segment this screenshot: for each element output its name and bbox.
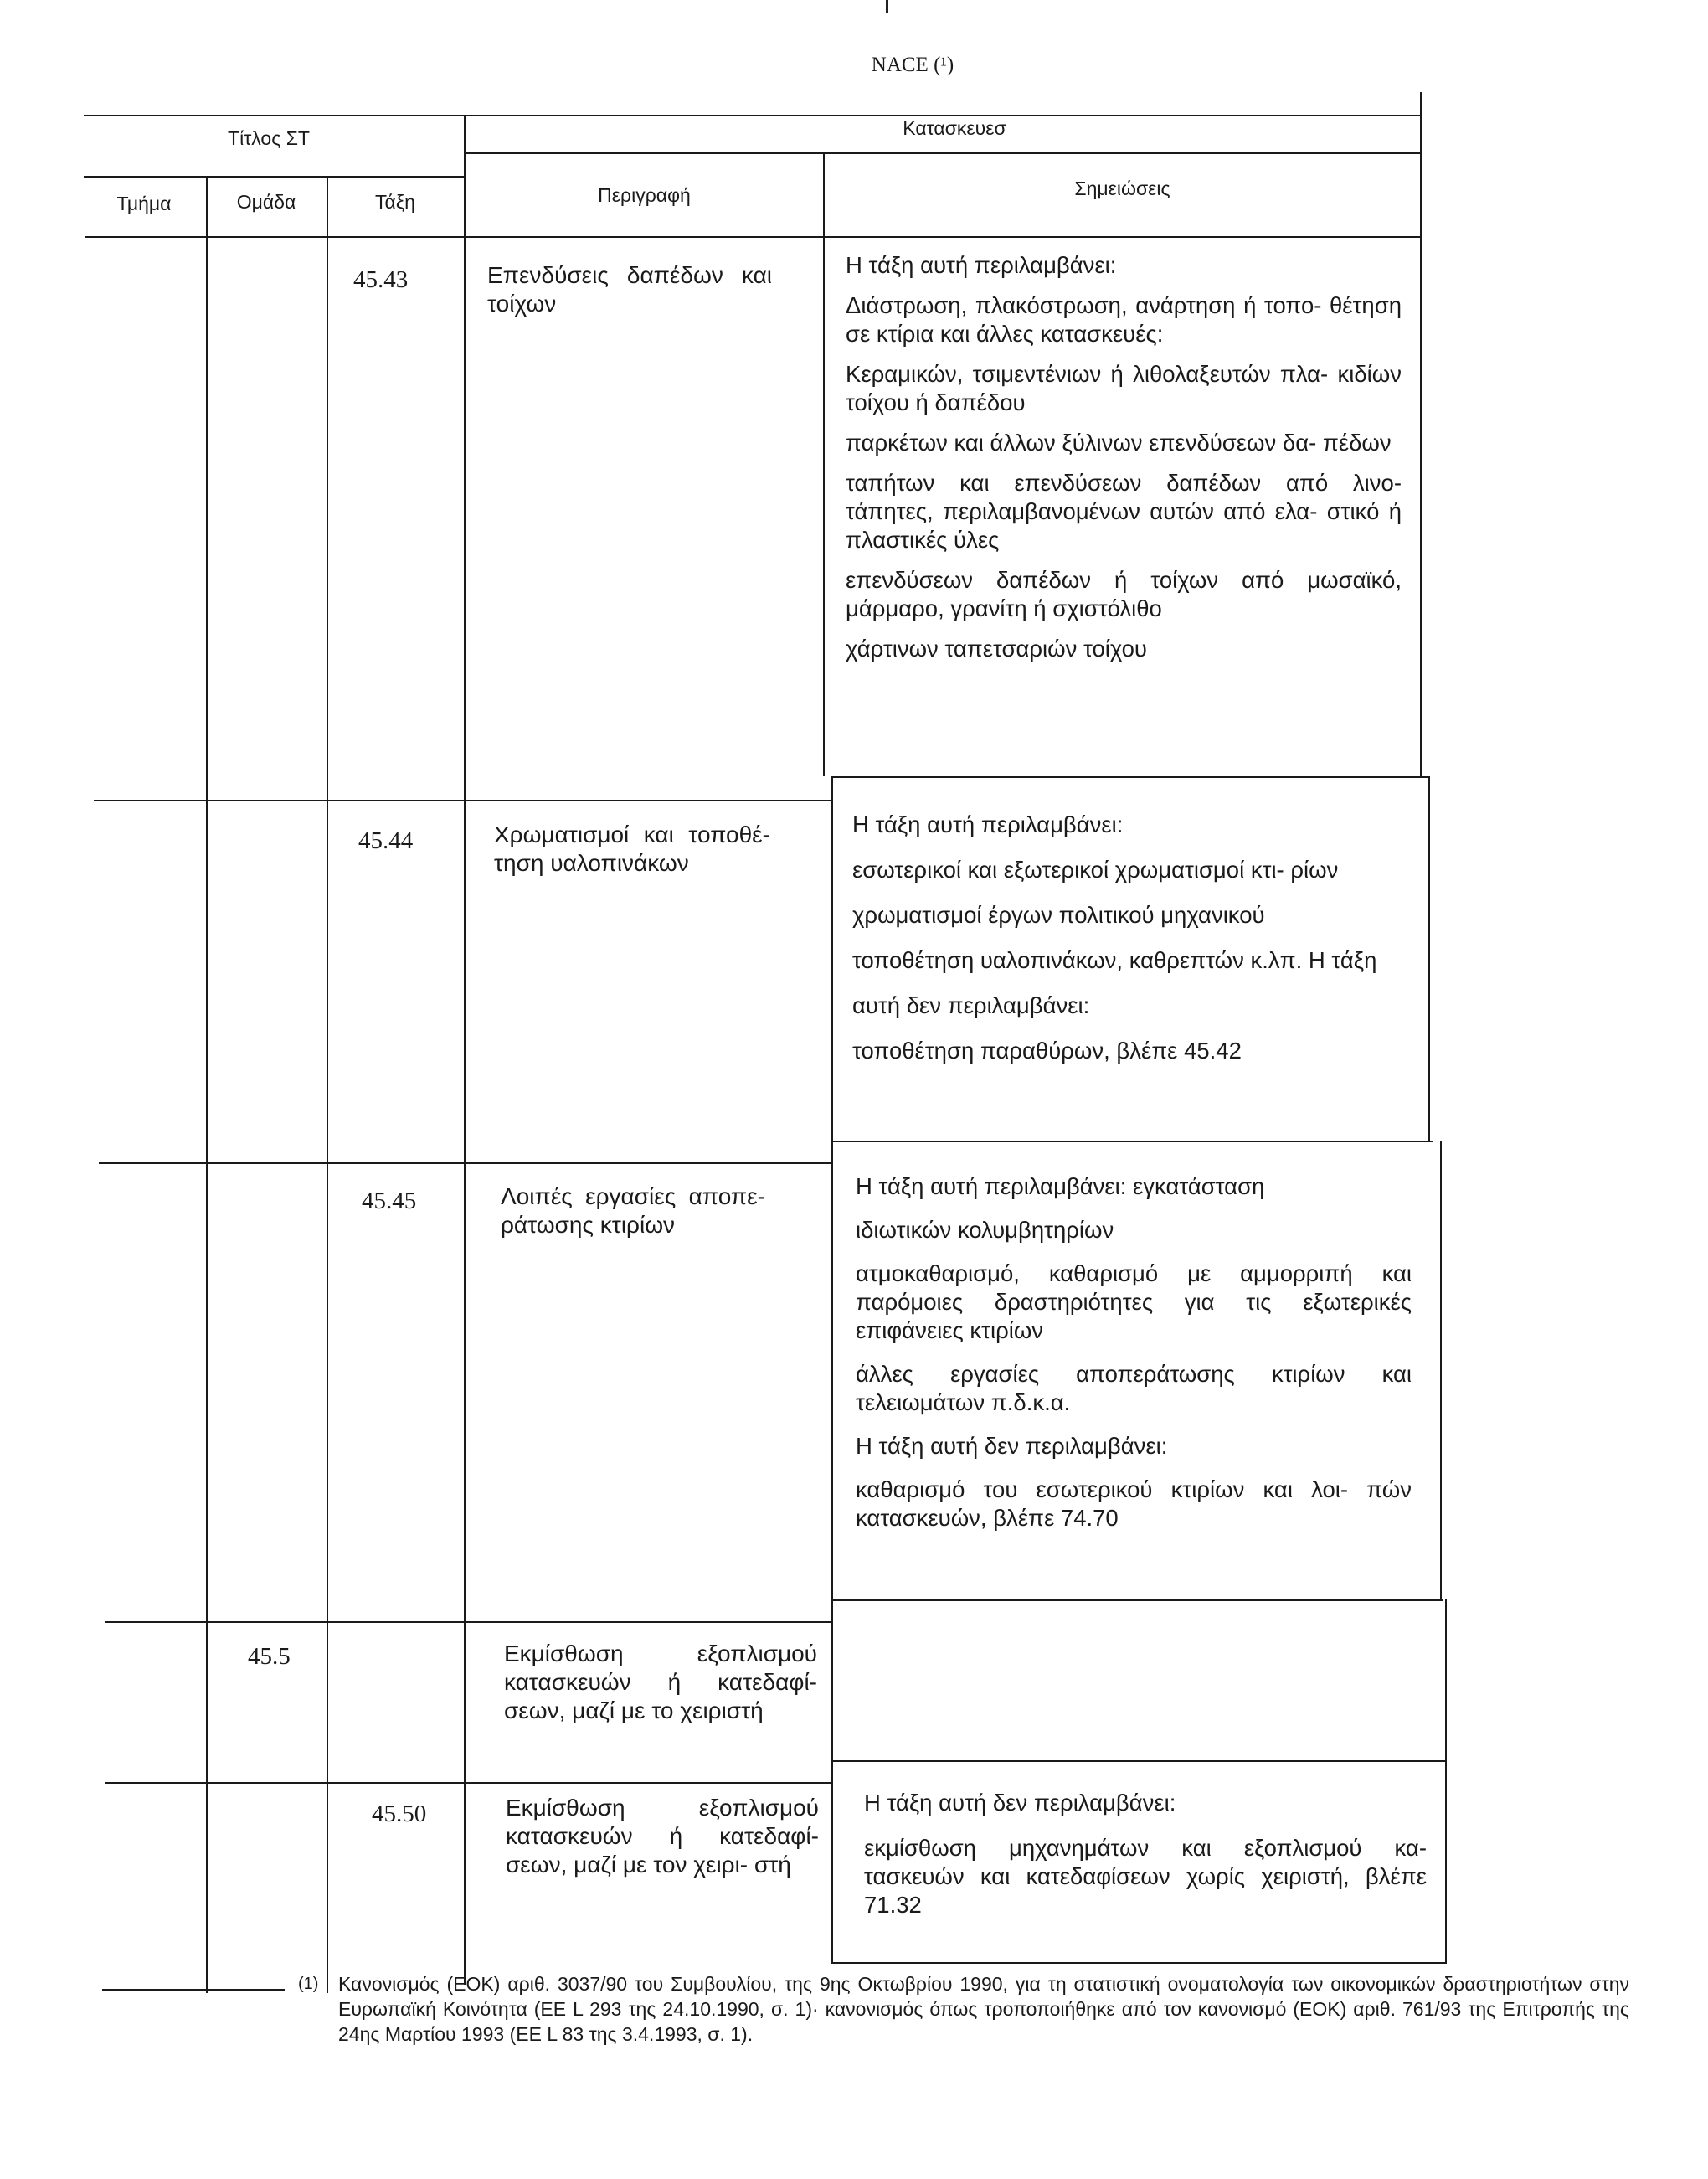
row-4-bottom-rule [831, 1760, 1447, 1762]
note-line: Η τάξη αυτή δεν περιλαμβάνει: [856, 1433, 1168, 1459]
page-top-mark [886, 0, 888, 13]
note-line: Κεραμικών, τσιμεντένιων ή λιθολαξευτών πλα- κιδίων τοίχου ή δαπέδου [846, 361, 1402, 415]
note-line: ιδιωτικών κολυμβητηρίων [856, 1217, 1114, 1243]
row-5-top-rule [105, 1782, 831, 1784]
footnote-marker: (1) [298, 1975, 319, 1993]
note-line: τοποθέτηση υαλοπινάκων, καθρεπτών κ.λπ. Η τάξη [852, 947, 1377, 973]
table-right-rule-c [1440, 1141, 1442, 1599]
col-tmima-right-rule [206, 176, 208, 1993]
row-4-top-rule [105, 1621, 831, 1623]
footnote [298, 1971, 1629, 2047]
row-description: Εκμίσθωση εξοπλισμού κατασκευών ή κατεδαφί- σεων, μαζί με τον χειρι- στή [506, 1795, 819, 1878]
header-title-label: Τίτλος ΣΤ [228, 127, 310, 149]
note-line: επενδύσεων δαπέδων ή τοίχων από μωσαϊκό, μάρμαρο, γρανίτη ή σχιστόλιθο [846, 567, 1402, 621]
row-description: Χρωματισμοί και τοποθέ- τηση υαλοπινάκων [494, 822, 770, 876]
row-notes [856, 1172, 1412, 1544]
row-description: Λοιπές εργασίες αποπε- ράτωσης κτιρίων [501, 1183, 765, 1238]
table-top-rule [84, 115, 1422, 116]
header-section-label: Κατασκευεσ [903, 117, 1006, 139]
row-group-code: 45.5 [248, 1643, 291, 1670]
note-line: παρκέτων και άλλων ξύλινων επενδύσεων δα- πέδων [846, 430, 1392, 456]
row-5-bottom-rule [831, 1962, 1447, 1964]
row-2-bottom-rule [831, 1141, 1433, 1142]
row-description: Εκμίσθωση εξοπλισμού κατασκευών ή κατεδαφί- σεων, μαζί με το χειριστή [504, 1641, 817, 1723]
note-line: Η τάξη αυτή περιλαμβάνει: [852, 811, 1124, 837]
col-description-right-rule-b [831, 776, 833, 1962]
col-description-right-rule-a [823, 152, 825, 776]
row-3-bottom-rule [831, 1599, 1443, 1601]
row-2-top-rule [94, 800, 831, 801]
header-col-taxi: Τάξη [375, 191, 415, 213]
footnote-text: Κανονισμός (ΕΟΚ) αριθ. 3037/90 του Συμβουλίου, της 9ης Οκτωβρίου 1990, για τη στατιστική ονοματολογία των οικονομικών δραστηριοτήτων στην Ευρωπαϊκή Κοινότητα (ΕΕ L 293 της 24.10.1990, σ. 1)· κανονισμός όπως τροποποιήθηκε από τον κανονισμό (ΕΟΚ) αριθ. 761/93 της Επιτροπής της 24ης Μαρτίου 1993 (ΕΕ L 83 της 3.4.1993, σ. 1). [338, 1973, 1629, 2045]
header-col-description: Περιγραφή [598, 184, 691, 206]
note-line: άλλες εργασίες αποπεράτωσης κτιρίων και τελειωμάτων π.δ.κ.α. [856, 1361, 1412, 1415]
row-code: 45.44 [358, 827, 414, 854]
col-taxi-right-rule [464, 115, 466, 1985]
note-line: ταπήτων και επενδύσεων δαπέδων από λινο- τάπητες, περιλαμβανομένων αυτών από ελα- στικό ή πλαστικές ύλες [846, 470, 1402, 553]
header-section-rule [464, 152, 1422, 154]
row-code: 45.45 [362, 1187, 417, 1214]
table-bottom-rule [102, 1989, 285, 1991]
table-right-rule-a [1420, 92, 1422, 776]
row-1-bottom-rule [831, 776, 1428, 778]
note-line: αυτή δεν περιλαμβάνει: [852, 992, 1090, 1018]
row-notes [852, 811, 1405, 1077]
note-line: Η τάξη αυτή δεν περιλαμβάνει: [864, 1790, 1176, 1816]
row-code: 45.43 [353, 266, 409, 293]
row-description: Επενδύσεις δαπέδων και τοίχων [487, 262, 772, 317]
row-code: 45.50 [372, 1800, 427, 1827]
table-right-rule-b [1428, 776, 1430, 1141]
note-line: Η τάξη αυτή περιλαμβάνει: εγκατάσταση [856, 1173, 1265, 1199]
note-line: τοποθέτηση παραθύρων, βλέπε 45.42 [852, 1038, 1242, 1064]
note-line: χάρτινων ταπετσαριών τοίχου [846, 636, 1147, 662]
note-line: ατμοκαθαρισμό, καθαρισμό με αμμορριπή και παρόμοιες δραστηριότητες για τις εξωτερικές επιφάνειες κτιρίων [856, 1260, 1412, 1343]
note-line: καθαρισμό του εσωτερικού κτιρίων και λοι- πών κατασκευών, βλέπε 74.70 [856, 1476, 1412, 1531]
header-mid-rule [84, 176, 466, 178]
header-col-omada: Ομάδα [236, 191, 296, 213]
header-bottom-rule [85, 236, 1422, 238]
header-col-tmima: Τμήμα [116, 193, 172, 214]
note-line: Διάστρωση, πλακόστρωση, ανάρτηση ή τοπο- θέτηση σε κτίρια και άλλες κατασκευές: [846, 292, 1402, 347]
note-line: χρωματισμοί έργων πολιτικού μηχανικού [852, 902, 1265, 928]
note-line: Η τάξη αυτή περιλαμβάνει: [846, 252, 1117, 278]
note-line: εσωτερικοί και εξωτερικοί χρωματισμοί κτι- ρίων [852, 857, 1339, 883]
note-line: εκμίσθωση μηχανημάτων και εξοπλισμού κα- τασκευών και κατεδαφίσεων χωρίς χειριστή, βλέπε 71.32 [864, 1835, 1427, 1918]
col-omada-right-rule [327, 176, 328, 1993]
row-notes [864, 1789, 1427, 1931]
row-notes [846, 251, 1402, 675]
header-col-notes: Σημειώσεις [1074, 178, 1170, 199]
page-heading: NACE (¹) [871, 54, 954, 76]
table-right-rule-d [1445, 1599, 1447, 1962]
